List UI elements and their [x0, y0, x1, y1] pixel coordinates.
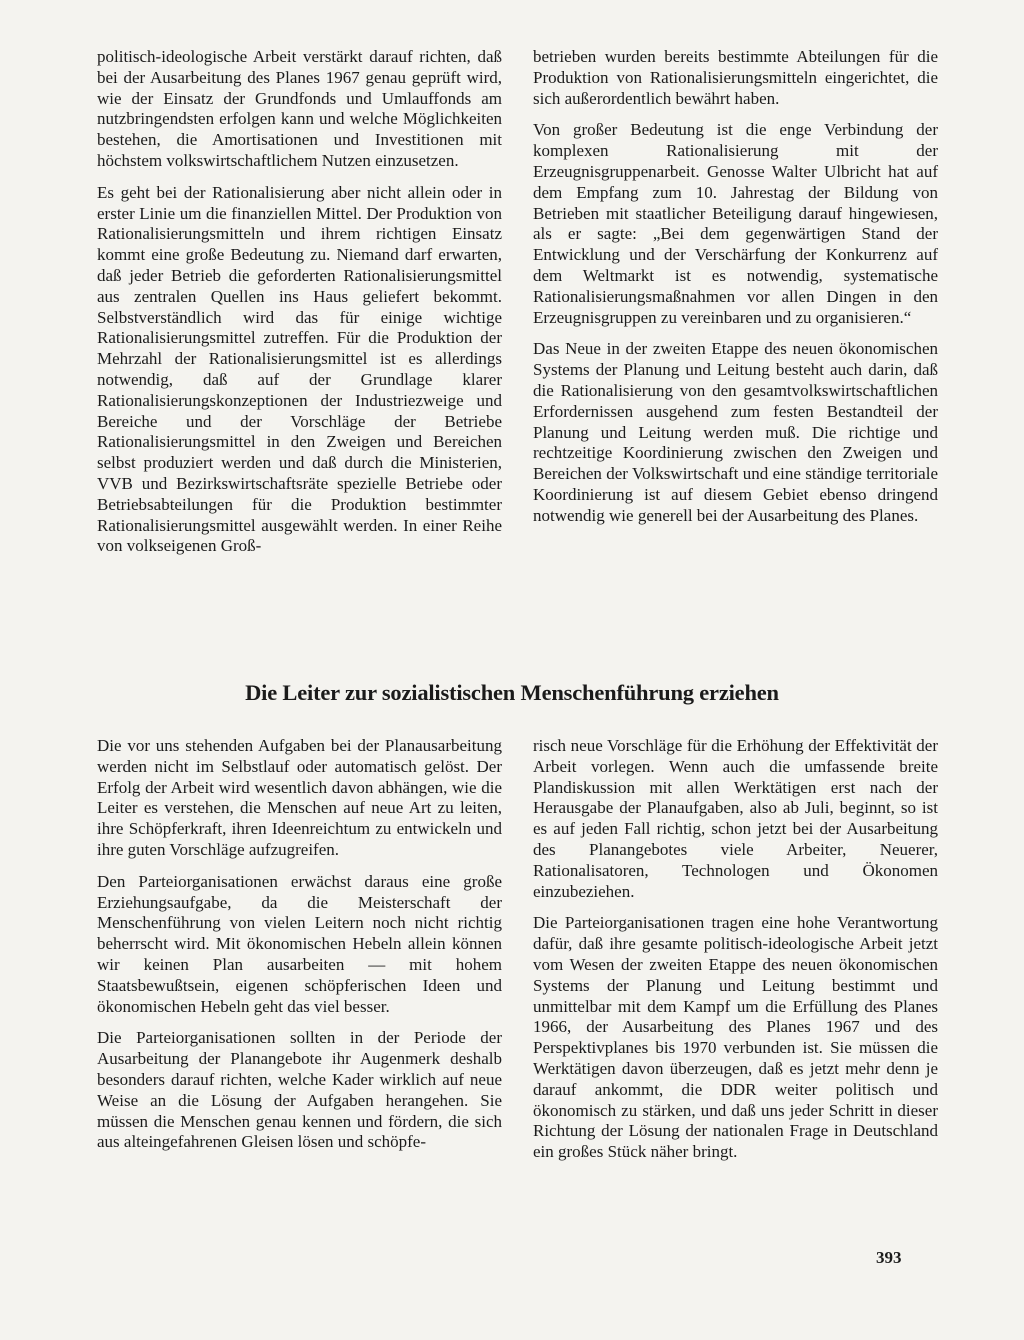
- paragraph: Den Parteiorganisationen erwächst daraus eine große Erziehungsaufgabe, da die Meisterschaft der Menschenführung von vielen Leitern noch nicht richtig beherrscht wird. Mit ökonomischen Hebeln allein können wir keinen Plan ausarbeiten — mit hohem Staatsbewußtsein, eigenen schöpferischen Ideen und ökonomischen Hebeln geht das viel besser.: [97, 871, 502, 1016]
- paragraph: politisch-ideologische Arbeit verstärkt darauf richten, daß bei der Ausarbeitung des Planes 1967 genau geprüft wird, wie der Einsatz der Grundfonds und Umlauffonds am nutzbringendsten erfolgen kann und welche Möglichkeiten bestehen, die Amortisationen und Investitionen mit höchstem volkswirtschaftlichem Nutzen einzusetzen.: [97, 47, 502, 170]
- paragraph: Die Parteiorganisationen tragen eine hohe Verantwortung dafür, daß ihre gesamte politisch-ideologische Arbeit jetzt vom Wesen der zweiten Etappe des neuen ökonomischen Systems der Planung und Leitung bestimmt und unmittelbar mit dem Kampf um die Erfüllung des Planes 1966, der Ausarbeitung des Planes 1967 und des Perspektivplanes bis 1970 verbunden ist. Sie müssen die Werktätigen davon überzeugen, daß es jetzt mehr denn je darauf ankommt, die DDR weiter politisch und ökonomisch zu stärken, und daß uns jeder Schritt in dieser Richtung der Lösung der nationalen Frage in Deutschland ein großes Stück näher bringt.: [533, 913, 938, 1162]
- paragraph: Von großer Bedeutung ist die enge Verbindung der komplexen Rationalisierung mit der Erzeugnisgruppenarbeit. Genosse Walter Ulbricht hat auf dem Empfang zum 10. Jahrestag der Bildung von Betrieben mit staatlicher Beteiligung darauf hingewiesen, als er sagte: „Bei dem gegenwärtigen Stand der Entwicklung und der Verschärfung der Konkurrenz auf dem Weltmarkt ist es notwendig, systematische Rationalisierungsmaßnahmen vor allen Dingen in den Erzeugnisgruppen zu vereinbaren und zu organisieren.“: [533, 120, 938, 327]
- column-bottom-right: [533, 736, 938, 1163]
- paragraph: Das Neue in der zweiten Etappe des neuen ökonomischen Systems der Planung und Leitung besteht auch darin, daß die Rationalisierung von den gesamtvolkswirtschaftlichen Erfordernissen ausgehend zum festen Bestandteil der Planung und Leitung werden muß. Die richtige und rechtzeitige Koordinierung zwischen den Zweigen und Bereichen der Volkswirtschaft und eine ständige territoriale Koordinierung ist auf diesem Gebiet ebenso dringend notwendig wie generell bei der Ausarbeitung des Planes.: [533, 339, 938, 525]
- paragraph: Es geht bei der Rationalisierung aber nicht allein oder in erster Linie um die finanziellen Mittel. Der Produktion von Rationalisierungsmitteln und ihrem richtigen Einsatz kommt eine große Bedeutung zu. Niemand darf erwarten, daß jeder Betrieb die geforderten Rationalisierungsmittel aus zentralen Quellen ins Haus geliefert bekommt. Selbstverständlich wird das für einige wichtige Rationalisierungsmittel zutreffen. Für die Produktion der Mehrzahl der Rationalisierungsmittel ist es allerdings notwendig, daß auf der Grundlage klarer Rationalisierungskonzeptionen der Industriezweige und Bereiche und der Vorschläge der Betriebe Rationalisierungsmittel in den Zweigen und Bereichen selbst produziert werden und daß durch die Ministerien, VVB und Bezirkswirtschaftsräte spezielle Betriebe oder Betriebsabteilungen für die Produktion bestimmter Rationalisierungsmittel ausgewählt werden. In einer Reihe von volkseigenen Groß-: [97, 182, 502, 556]
- page-number: 393: [876, 1248, 902, 1267]
- paragraph: Die vor uns stehenden Aufgaben bei der Planausarbeitung werden nicht im Selbstlauf oder automatisch gelöst. Der Erfolg der Arbeit wird wesentlich davon abhängen, wie die Leiter es verstehen, die Menschen auf neue Art zu leiten, ihre Schöpferkraft, ihren Ideenreichtum zu entwickeln und ihre guten Vorschläge aufzugreifen.: [97, 736, 502, 859]
- paragraph: Die Parteiorganisationen sollten in der Periode der Ausarbeitung der Planangebote ihr Augenmerk deshalb besonders darauf richten, welche Kader wirklich auf neue Weise an die Lösung der Aufgaben herangehen. Sie müssen die Menschen genau kennen und fördern, die sich aus alteingefahrenen Gleisen lösen und schöpfe-: [97, 1028, 502, 1152]
- column-top-right: [533, 47, 938, 527]
- paragraph: betrieben wurden bereits bestimmte Abteilungen für die Produktion von Rationalisierungsmitteln eingerichtet, die sich außerordentlich bewährt haben.: [533, 47, 938, 108]
- column-bottom-left: [97, 736, 502, 1153]
- paragraph: risch neue Vorschläge für die Erhöhung der Effektivität der Arbeit vorlegen. Wenn auch die umfassende breite Plandiskussion mit allen Werktätigen erst nach der Herausgabe der Planaufgaben, also ab Juli, beginnt, so ist es auf jeden Fall richtig, schon jetzt bei der Ausarbeitung des Planangebotes viele Arbeiter, Neuerer, Rationalisatoren, Technologen und Ökonomen einzubeziehen.: [533, 736, 938, 901]
- section-heading: Die Leiter zur sozialistischen Menschenführung erziehen: [245, 680, 779, 705]
- column-top-left: [97, 47, 502, 557]
